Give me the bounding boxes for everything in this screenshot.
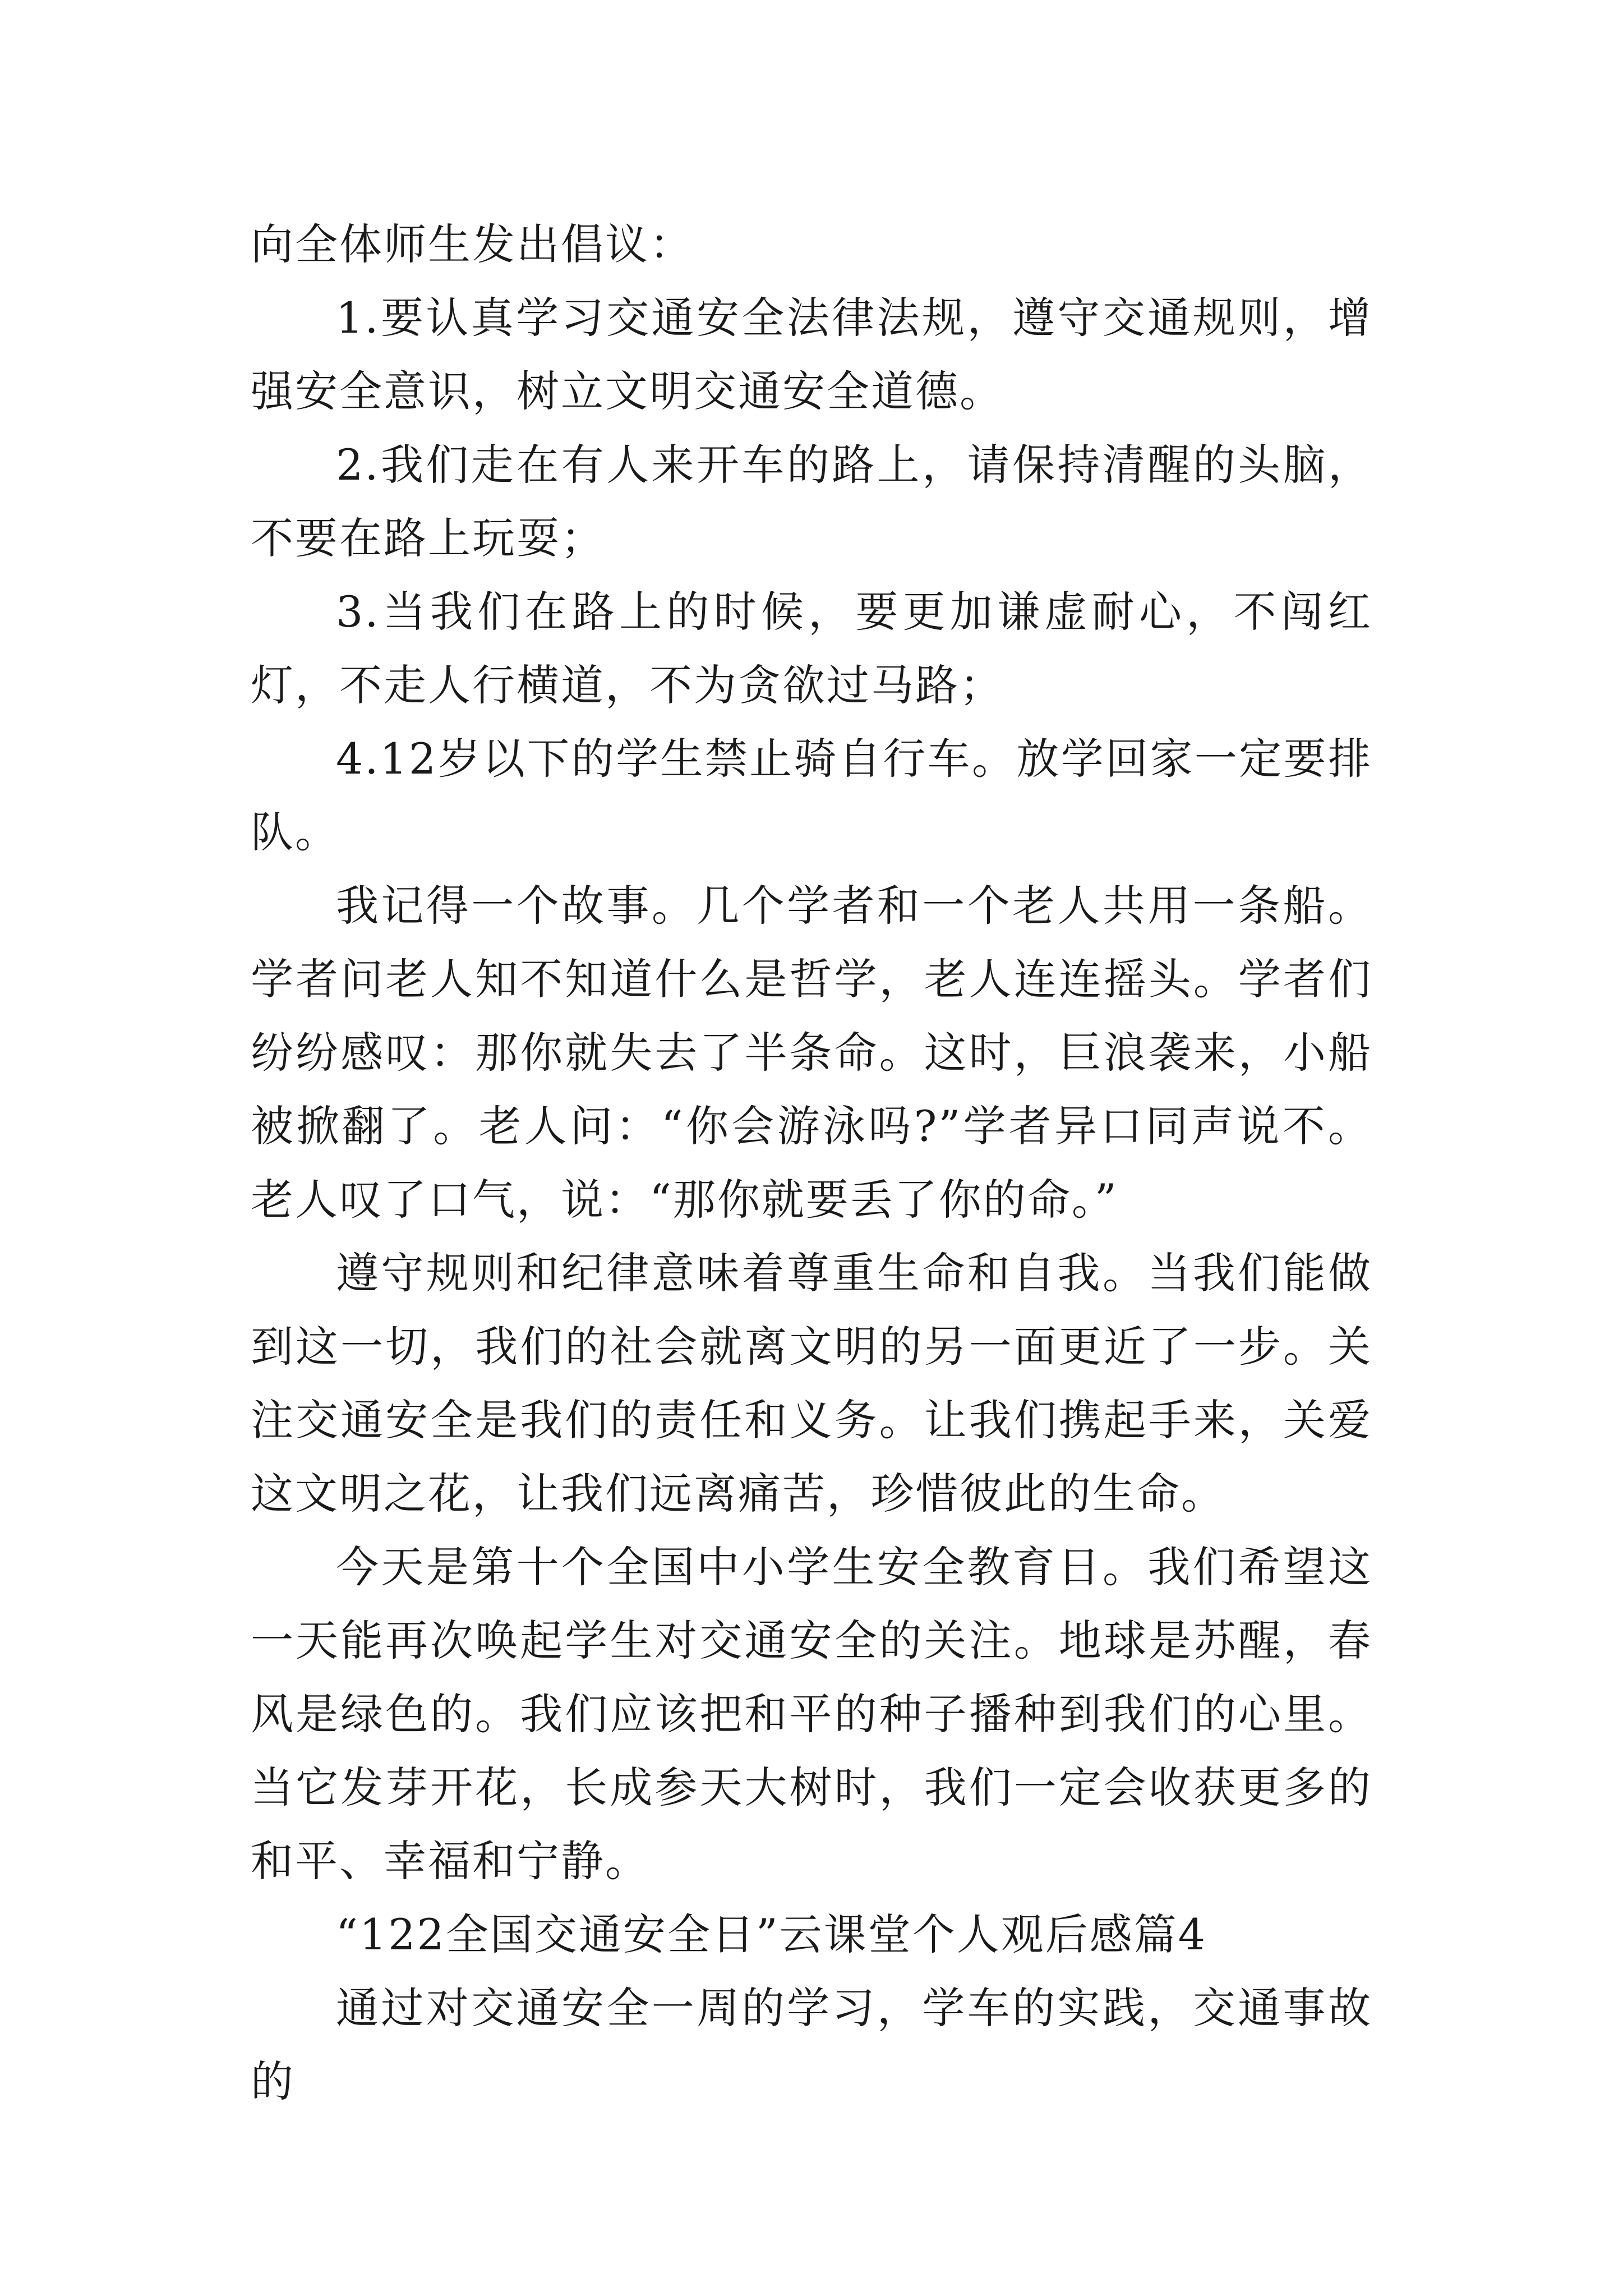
paragraph-section-start: 通过对交通安全一周的学习，学车的实践，交通事故的 bbox=[251, 1983, 1372, 2106]
paragraph-story: 我记得一个故事。几个学者和一个老人共用一条船。学者问老人知不知道什么是哲学，老人连连摇头。学者们纷纷感叹：那你就失去了半条命。这时，巨浪袭来，小船被掀翻了。老人问：“你会游泳吗?”学者异口同声说不。老人叹了口气，说：“那你就要丢了你的命。” bbox=[251, 881, 1372, 1225]
section-heading: “122全国交通安全日”云课堂个人观后感篇4 bbox=[336, 1910, 1207, 1959]
paragraph-education-day: 今天是第十个全国中小学生安全教育日。我们希望这一天能再次唤起学生对交通安全的关注。地球是苏醒，春风是绿色的。我们应该把和平的种子播种到我们的心里。当它发芽开花，长成参天大树时，我们一定会收获更多的和平、幸福和宁静。 bbox=[251, 1542, 1372, 1886]
paragraph-item-1: 1.要认真学习交通安全法律法规，遵守交通规则，增强安全意识，树立文明交通安全道德。 bbox=[251, 293, 1372, 416]
paragraph-item-3: 3.当我们在路上的时候，要更加谦虚耐心，不闯红灯，不走人行横道，不为贪欲过马路； bbox=[251, 587, 1372, 710]
document-body bbox=[251, 208, 1372, 2118]
paragraph-item-2: 2.我们走在有人来开车的路上，请保持清醒的头脑，不要在路上玩耍； bbox=[251, 440, 1372, 563]
paragraph-proposal-intro: 向全体师生发出倡议： bbox=[251, 219, 694, 269]
paragraph-rules: 遵守规则和纪律意味着尊重生命和自我。当我们能做到这一切，我们的社会就离文明的另一面更近了一步。关注交通安全是我们的责任和义务。让我们携起手来，关爱这文明之花，让我们远离痛苦，珍惜彼此的生命。 bbox=[251, 1248, 1372, 1519]
paragraph-item-4: 4.12岁以下的学生禁止骑自行车。放学回家一定要排队。 bbox=[251, 734, 1372, 857]
